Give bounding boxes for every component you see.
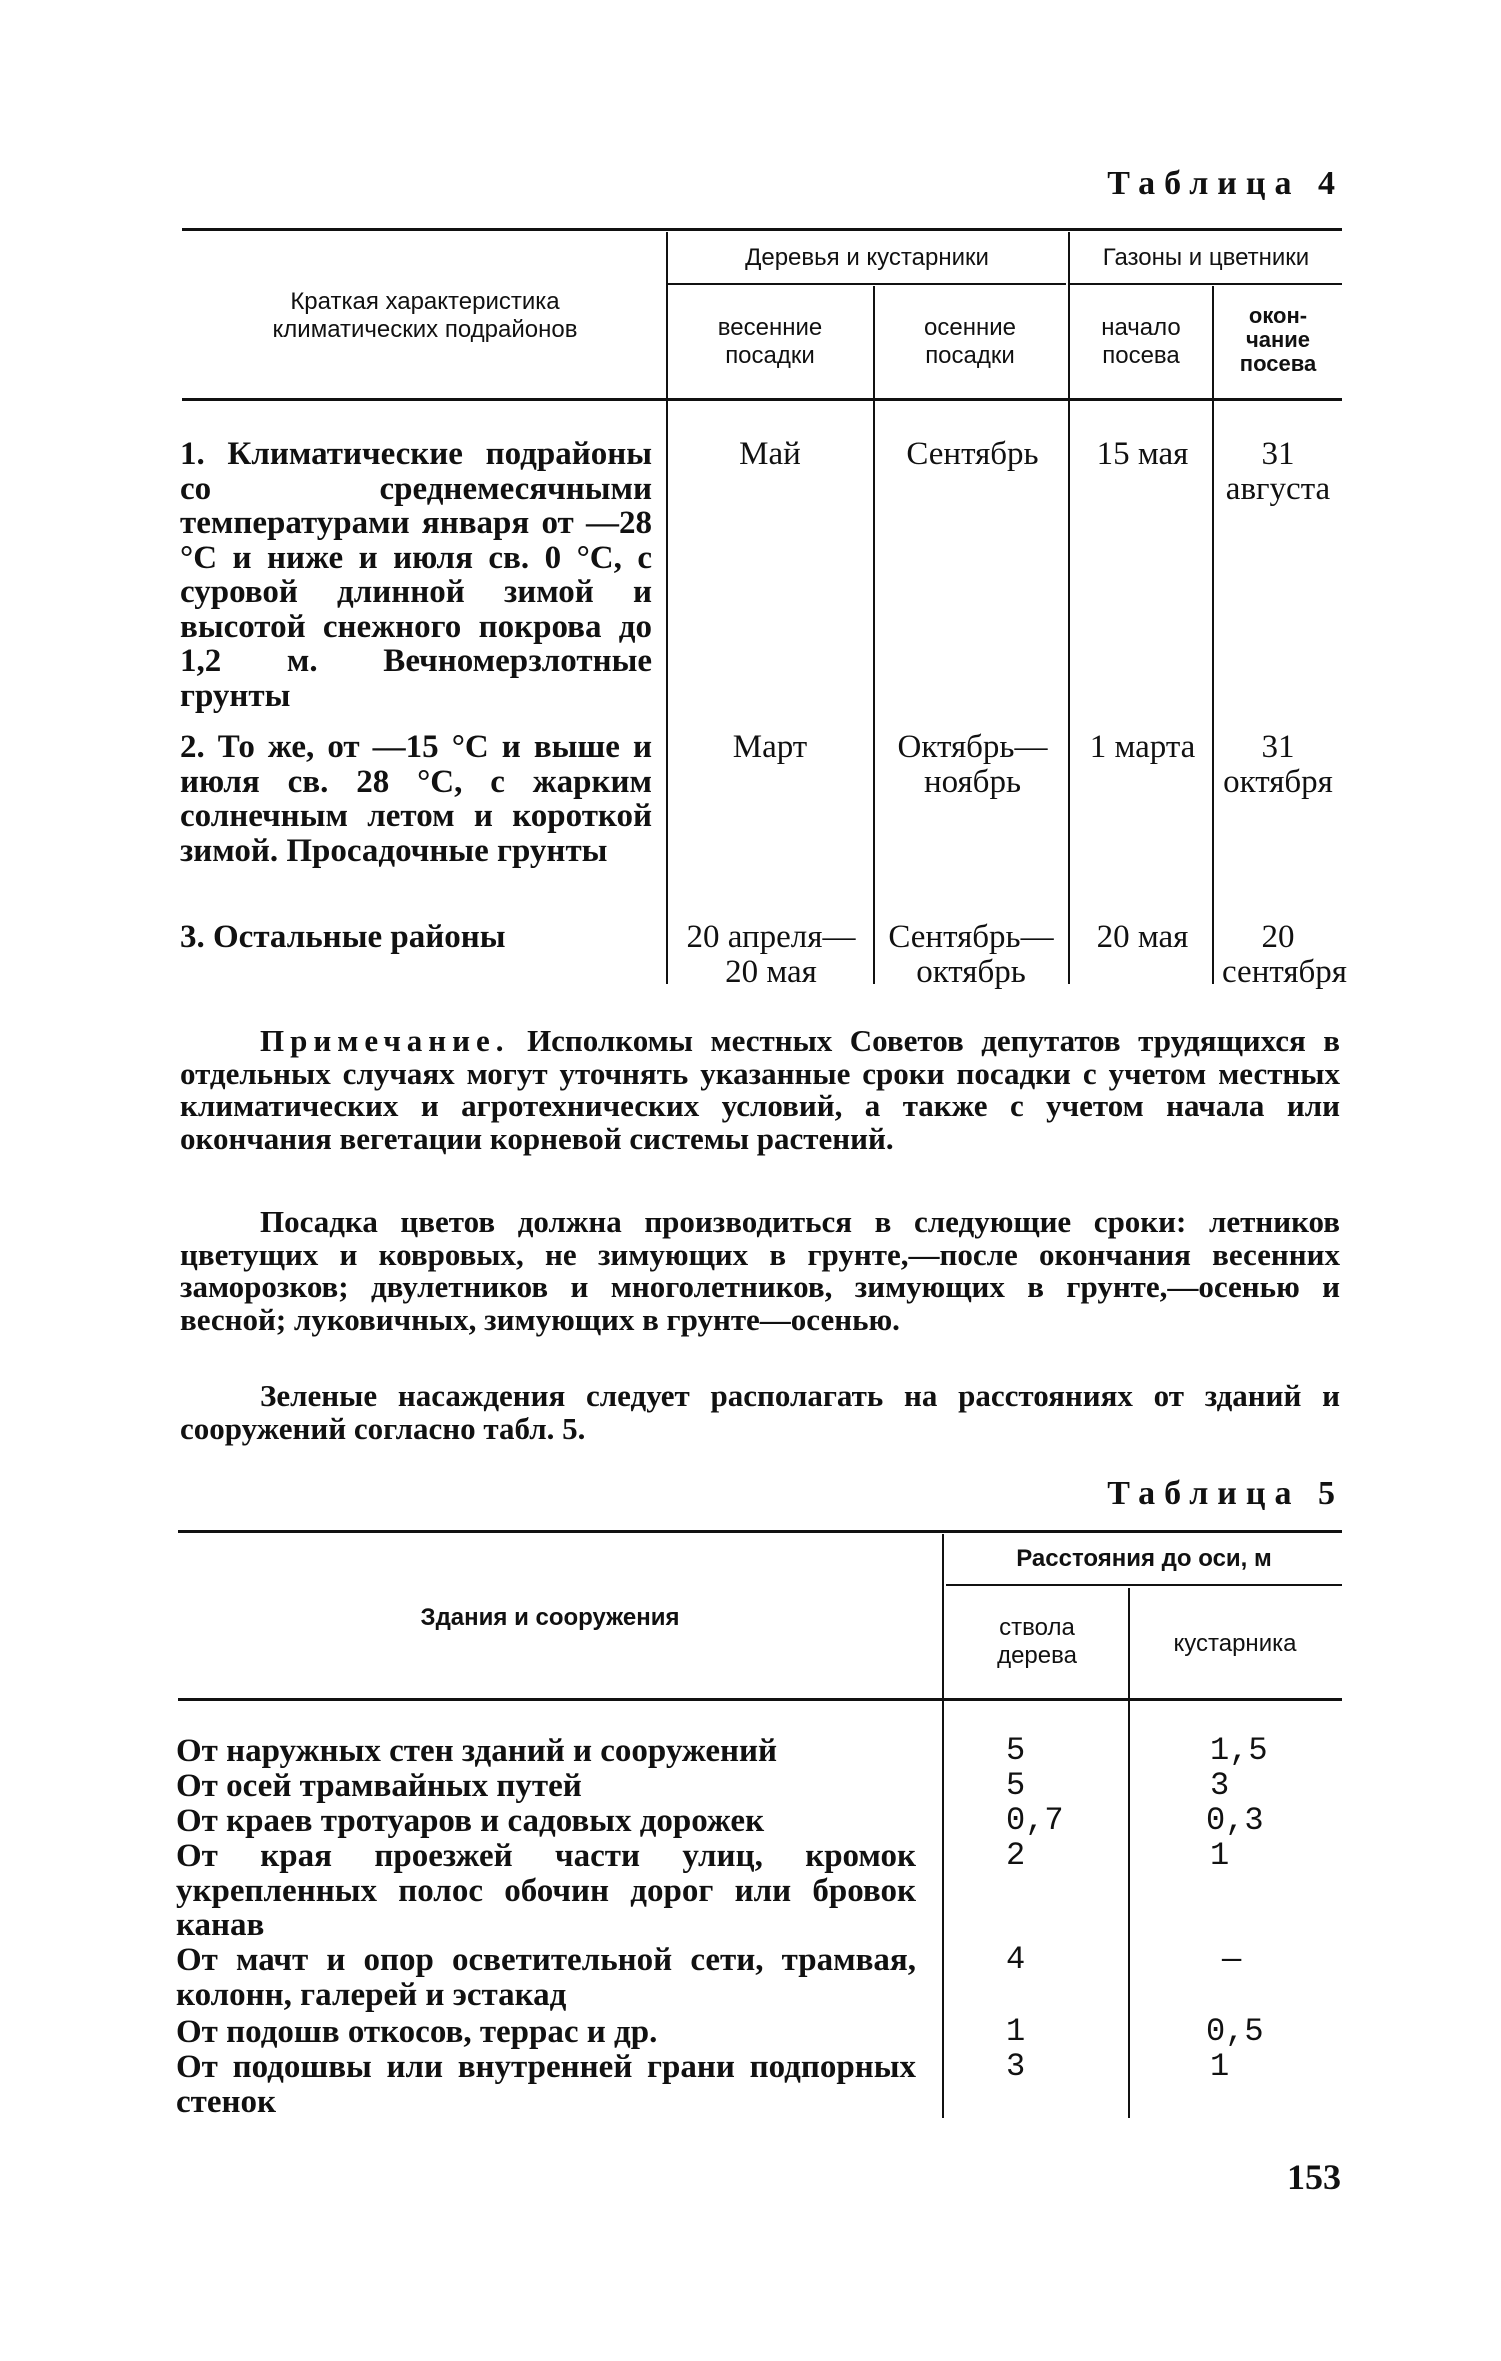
table5-row1-shrub: 1,5 <box>1210 1732 1268 1769</box>
table4-row3-text: 3. Остальные районы <box>180 919 506 955</box>
table4-row2-spring: Март <box>732 729 808 765</box>
table4-col-divider-1 <box>666 232 668 984</box>
table4-row1-autumn: Сентябрь <box>906 436 1039 472</box>
table5-header-rule <box>178 1698 1342 1701</box>
table5-row6-shrub: 0,5 <box>1206 2013 1264 2050</box>
table5-title: Таблица 5 <box>1107 1475 1344 1512</box>
table5-group-rule <box>946 1584 1342 1586</box>
table4-header-trees: Деревья и кустарники <box>745 244 989 271</box>
table5-row5-text: От мачт и опор осветительной сети, трамвая, колонн, галерей и эстакад <box>176 1942 916 2013</box>
table4-header-autumn: осенние посадки <box>924 314 1016 369</box>
table4-row2-text: 2. То же, от —15 °С и выше и июля св. 28 °С, с жарким солнечным летом и короткой зимой. Просадочные грунты <box>180 729 652 869</box>
table4-header-lawns: Газоны и цветники <box>1102 244 1310 271</box>
table4-row2-autumn: Октябрь— ноябрь <box>897 729 1048 800</box>
table4-row3-autumn: Сентябрь— октябрь <box>888 919 1054 990</box>
table5-row5-shrub: — <box>1222 1941 1242 1978</box>
note-text: Исполкомы местных Советов депутатов трудящихся в отдельных случаях могут уточнять указанные сроки посадки с учетом местных климатических и агротехнических условий, а также с учетом начала или окончания вегетации корневой системы растений. <box>180 1023 1340 1156</box>
table5-header-trunk: ствола дерева <box>997 1614 1077 1669</box>
table5-header-shrub: кустарника <box>1173 1630 1297 1657</box>
table5-row4-shrub: 1 <box>1210 1837 1230 1874</box>
table4-row2-start: 1 марта <box>1089 729 1196 765</box>
table5-col-divider-2 <box>1128 1588 1130 2118</box>
greenery-paragraph: Зеленые насаждения следует располагать на расстояниях от зданий и сооружений согласно табл. 5. <box>180 1378 1340 1446</box>
table5-row6-trunk: 1 <box>1006 2013 1026 2050</box>
table5-row1-trunk: 5 <box>1006 1732 1026 1769</box>
table5-col-divider-1 <box>942 1534 944 2118</box>
table5-row2-shrub: 3 <box>1210 1767 1230 1804</box>
table5-row7-text: От подошвы или внутренней грани подпорных стенок <box>176 2049 916 2120</box>
table4-row1-end: 31 августа <box>1225 436 1331 507</box>
table4-title: Таблица 4 <box>1107 165 1344 202</box>
table4-col-divider-3 <box>1068 232 1070 984</box>
flowers-paragraph: Посадка цветов должна производиться в следующие сроки: летников цветущих и ковровых, не зимующих в грунте,—после окончания весенних заморозков; двулетников и многолетников, зимующих в грунте,—осенью и весной; луковичных, зимующих в грунте—осенью. <box>180 1204 1340 1337</box>
table5-row7-shrub: 1 <box>1210 2048 1230 2085</box>
table5-row4-text: От края проезжей части улиц, кромок укрепленных полос обочин дорог или бровок канав <box>176 1838 916 1943</box>
table4-header-characteristic: Краткая характеристика климатических подрайонов <box>272 288 578 343</box>
table4-header-spring: весенние посадки <box>717 314 823 369</box>
table5-header-distances: Расстояния до оси, м <box>1016 1545 1272 1572</box>
note-paragraph <box>180 1025 1340 1155</box>
table4-header-rule <box>182 398 1342 401</box>
table5-row3-text: От краев тротуаров и садовых дорожек <box>176 1803 765 1839</box>
table4-row3-spring: 20 апреля— 20 мая <box>686 919 856 990</box>
note-label: Примечание. <box>260 1023 510 1058</box>
table5-header-buildings: Здания и сооружения <box>420 1604 680 1631</box>
table4-row1-spring: Май <box>739 436 801 472</box>
table4-row3-start: 20 мая <box>1096 919 1189 955</box>
table5-row2-trunk: 5 <box>1006 1767 1026 1804</box>
table4-group-rule-lawns <box>1070 283 1342 285</box>
table4-row1-text: 1. Климатические подрайоны со среднемесячными температурами января от —28 °С и ниже и июля св. 0 °С, с суровой длинной зимой и высотой снежного покрова до 1,2 м. Вечномерзлотные грунты <box>180 436 652 714</box>
table5-row5-trunk: 4 <box>1006 1941 1026 1978</box>
table5-row3-shrub: 0,3 <box>1206 1802 1264 1839</box>
table4-col-divider-4 <box>1212 286 1214 984</box>
table5-row7-trunk: 3 <box>1006 2048 1026 2085</box>
table4-top-rule <box>182 228 1342 231</box>
table5-row4-trunk: 2 <box>1006 1837 1026 1874</box>
table5-row1-text: От наружных стен зданий и сооружений <box>176 1733 778 1769</box>
table5-row6-text: От подошв откосов, террас и др. <box>176 2014 658 2050</box>
table4-col-divider-2 <box>873 286 875 984</box>
table4-header-end: окон- чание посева <box>1239 303 1317 376</box>
table5-row3-trunk: 0,7 <box>1006 1802 1064 1839</box>
table4-row2-end: 31 октября <box>1223 729 1333 800</box>
page-number: 153 <box>1287 2157 1341 2197</box>
table5-top-rule <box>178 1530 1342 1533</box>
table4-header-start: начало посева <box>1101 314 1181 369</box>
table4-row1-start: 15 мая <box>1096 436 1189 472</box>
table5-row2-text: От осей трамвайных путей <box>176 1768 582 1804</box>
table4-row3-end: 20 сентября <box>1222 919 1347 990</box>
table4-group-rule-trees <box>668 283 1066 285</box>
